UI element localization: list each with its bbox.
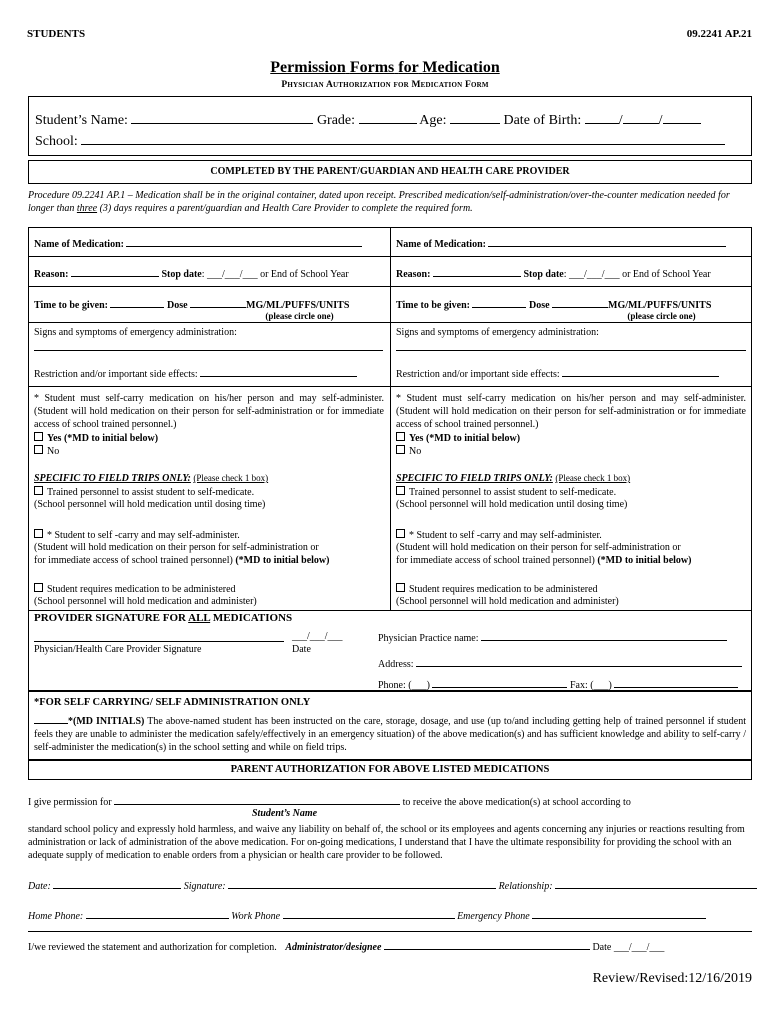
- units-options[interactable]: MG/ML/PUFFS/UNITS: [608, 300, 712, 311]
- signs-label: Signs and symptoms of emergency administration:: [34, 327, 237, 338]
- dose-field[interactable]: [190, 298, 246, 308]
- restriction-row: Restriction and/or important side effects:: [34, 367, 386, 380]
- medication-name-field[interactable]: [126, 237, 362, 247]
- signs-field[interactable]: [34, 340, 383, 351]
- time-field[interactable]: [110, 298, 164, 308]
- self-carry-text: * Student must self-carry medication on his/her person and may self-administer. (Student will hold medication on their person for self-administration or for immediate access of school trained personnel.): [34, 393, 384, 430]
- page-subtitle: Physician Authorization for Medication Form: [281, 80, 489, 90]
- self-carry-heading: *FOR SELF CARRYING/ SELF ADMINISTRATION ONLY: [34, 697, 311, 708]
- grade-label: Grade:: [316, 113, 356, 128]
- permission-line: I give permission for to receive the above medication(s) at school according to: [28, 797, 631, 808]
- school-field[interactable]: [81, 132, 725, 145]
- student-name-field[interactable]: [131, 111, 313, 124]
- home-phone-field[interactable]: [86, 909, 229, 919]
- review-revised-date: Review/Revised:12/16/2019: [592, 971, 752, 986]
- units-options[interactable]: MG/ML/PUFFS/UNITS: [246, 300, 350, 311]
- yes-option[interactable]: Yes (*MD to initial below): [396, 432, 748, 444]
- admin-date-field[interactable]: ___/___/___: [613, 942, 665, 953]
- address-row: Address:: [378, 657, 742, 670]
- no-option[interactable]: No: [34, 445, 386, 457]
- provider-date-label: Date: [292, 644, 311, 655]
- provider-signature-label: Physician/Health Care Provider Signature: [34, 644, 202, 655]
- no-checkbox[interactable]: [396, 445, 405, 454]
- trip-option-self-carry[interactable]: * Student to self -carry and may self-administer.: [34, 529, 386, 541]
- no-checkbox[interactable]: [34, 445, 43, 454]
- self-carry-statement: *(MD INITIALS) The above-named student has been instructed on the care, storage, dosage, and use (up to/and including getting help of trained personnel if student feels they are unable to administer the medication safely/effectively in an emergency situation) of the above medication(s) and has sufficient knowledge and ability to self-carry / self-administer the medication(s) in the school setting and while on field trips.: [34, 716, 746, 753]
- dob-year-field[interactable]: [663, 111, 701, 124]
- page-title: Permission Forms for Medication: [270, 59, 500, 76]
- reason-field[interactable]: [71, 267, 159, 277]
- age-label: Age:: [419, 113, 447, 128]
- dob-label: Date of Birth:: [503, 113, 582, 128]
- trip-option-administered[interactable]: Student requires medication to be administered: [34, 583, 386, 595]
- dob-day-field[interactable]: [623, 111, 659, 124]
- medication-name-field[interactable]: [488, 237, 726, 247]
- trained-personnel-checkbox[interactable]: [34, 486, 43, 495]
- parent-date-field[interactable]: [53, 879, 181, 889]
- reason-field[interactable]: [433, 267, 521, 277]
- provider-signature-field[interactable]: [34, 632, 284, 642]
- trained-personnel-checkbox[interactable]: [396, 486, 405, 495]
- medication-name-row: Name of Medication:: [396, 237, 748, 250]
- practice-name-row: Physician Practice name:: [378, 631, 727, 644]
- administrator-field[interactable]: [384, 940, 590, 950]
- restriction-field[interactable]: [200, 367, 357, 377]
- policy-code: 09.2241 AP.21: [686, 28, 752, 40]
- trip-option-note: (School personnel will hold medication until dosing time): [34, 499, 266, 510]
- phone-fax-row: Phone: (___) Fax: (___): [378, 678, 738, 691]
- parent-authorization-banner: PARENT AUTHORIZATION FOR ABOVE LISTED MEDICATIONS: [28, 760, 752, 780]
- age-field[interactable]: [450, 111, 500, 124]
- field-trips-heading: SPECIFIC TO FIELD TRIPS ONLY: (Please check 1 box): [34, 473, 269, 484]
- fax-field[interactable]: [614, 678, 738, 688]
- yes-checkbox[interactable]: [396, 432, 405, 441]
- completed-by-banner: COMPLETED BY THE PARENT/GUARDIAN AND HEALTH CARE PROVIDER: [28, 160, 752, 184]
- time-dose-row: Time to be given: Dose MG/ML/PUFFS/UNITS: [34, 300, 350, 311]
- divider: [28, 931, 752, 932]
- medication-name-row: Name of Medication:: [34, 237, 386, 250]
- permission-student-name-field[interactable]: [114, 795, 400, 805]
- administered-checkbox[interactable]: [34, 583, 43, 592]
- procedure-note: Procedure 09.2241 AP.1 – Medication shall be in the original container, dated upon receipt. Prescribed medication/self-administration/over-the-counter medication needed for longer than three (3) days requires a parent/guardian and Health Care Provider to complete the required form.: [28, 190, 730, 214]
- circle-note: (please circle one): [627, 311, 696, 321]
- trip-option-self-carry[interactable]: * Student to self -carry and may self-administer.: [396, 529, 748, 541]
- permission-paragraph: standard school policy and expressly hold harmless, and waive any liability on behalf of, the school or its employees and agents concerning any injuries or reactions resulting from administration or lack of administration of the above medication. For on-going medications, I understand that I have the ultimate responsibility for providing the school with an adequate supply of medication to enable orders from a physician or health care provider to be followed.: [28, 824, 745, 861]
- address-field[interactable]: [416, 657, 742, 667]
- dob-month-field[interactable]: [585, 111, 619, 124]
- administered-checkbox[interactable]: [396, 583, 405, 592]
- self-carry-checkbox[interactable]: [34, 529, 43, 538]
- yes-checkbox[interactable]: [34, 432, 43, 441]
- trip-option-trained-personnel[interactable]: Trained personnel to assist student to self-medicate.: [396, 486, 748, 498]
- restriction-field[interactable]: [562, 367, 719, 377]
- provider-signature-section: [28, 611, 752, 691]
- self-carry-checkbox[interactable]: [396, 529, 405, 538]
- provider-date-field[interactable]: ___/___/___: [292, 631, 343, 642]
- date-signature-row: Date: Signature: Relationship:: [28, 879, 757, 892]
- practice-name-field[interactable]: [481, 631, 727, 641]
- work-phone-field[interactable]: [283, 909, 455, 919]
- reason-row: Reason: Stop date: ___/___/___ or End of School Year: [34, 269, 349, 280]
- emergency-phone-field[interactable]: [532, 909, 706, 919]
- self-carry-section: [28, 691, 752, 760]
- md-initials-field[interactable]: [34, 714, 68, 724]
- trip-option-trained-personnel[interactable]: Trained personnel to assist student to self-medicate.: [34, 486, 386, 498]
- trip-option-administered[interactable]: Student requires medication to be administered: [396, 583, 748, 595]
- no-option[interactable]: No: [396, 445, 748, 457]
- time-dose-row: Time to be given: Dose MG/ML/PUFFS/UNITS: [396, 300, 712, 311]
- phone-field[interactable]: [432, 678, 567, 688]
- circle-note: (please circle one): [265, 311, 334, 321]
- students-name-caption: Student’s Name: [252, 808, 318, 819]
- admin-row: I/we reviewed the statement and authorization for completion. Administrator/designee Date ___/___/___: [28, 942, 665, 953]
- signs-field[interactable]: [396, 340, 746, 351]
- section-label: STUDENTS: [27, 28, 86, 40]
- student-info-line: Student’s Name: Grade: Age: Date of Birth: / /: [35, 111, 701, 129]
- medication-column-2: Name of Medication: Reason: Stop date: ___/___/___ or End of School Year Time to be given: Dose MG/ML/PUFFS/UNITS (please circle one) Signs and symptoms of emergency administration: Restriction and/or important side effects: * Student must self-carry medication on his/her person and may self-administer. (Student will hold medication on their person for self-administration or for immediate access of school trained personnel.) Yes (*MD to initial below) No SPECIFIC TO FIELD TRIPS ONLY: (Please check 1 box) Trained personnel to assist student to self-medicate. (School personnel will hold medication until dosing time) * Student to self -carry and may self-administer. (Student will hold medication on their person for self-administration or for immediate access of school trained personnel) (*MD to initial below) Student requires medication to be administered (School personnel will hold medication and administer): [391, 228, 752, 610]
- field-trips-heading: SPECIFIC TO FIELD TRIPS ONLY: (Please check 1 box): [396, 473, 631, 484]
- student-info-box: [28, 96, 752, 156]
- medication-table: [28, 227, 752, 611]
- dose-field[interactable]: [552, 298, 608, 308]
- reason-row: Reason: Stop date: ___/___/___ or End of School Year: [396, 269, 711, 280]
- provider-heading: PROVIDER SIGNATURE FOR ALL MEDICATIONS: [34, 612, 293, 624]
- yes-option[interactable]: Yes (*MD to initial below): [34, 432, 386, 444]
- time-field[interactable]: [472, 298, 526, 308]
- self-carry-text: * Student must self-carry medication on his/her person and may self-administer. (Student will hold medication on their person for self-administration or for immediate access of school trained personnel.): [396, 393, 746, 430]
- relationship-field[interactable]: [555, 879, 757, 889]
- student-name-label: Student’s Name:: [35, 113, 128, 128]
- grade-field[interactable]: [359, 111, 417, 124]
- school-line: [35, 132, 725, 150]
- parent-signature-field[interactable]: [228, 879, 496, 889]
- phones-row: Home Phone: Work Phone Emergency Phone: [28, 909, 706, 922]
- medication-column-1: Name of Medication: Reason: Stop date: ___/___/___ or End of School Year Time to be given: Dose MG/ML/PUFFS/UNITS (please circle one) Signs and symptoms of emergency administration: Restriction and/or important side effects: * Student must self-carry medication on his/her person and may self-administer. (Student will hold medication on their person for self-administration or for immediate access of school trained personnel.) Yes (*MD to initial below) No SPECIFIC TO FIELD TRIPS ONLY: (Please check 1 box) Trained personnel to assist student to self-medicate. (School personnel will hold medication until dosing time) * Student to self -carry and may self-administer. (Student will hold medication on their person for self-administration or for immediate access of school trained personnel) (*MD to initial below) Student requires medication to be administered (School personnel will hold medication and administer): [29, 228, 391, 610]
- school-label: School:: [35, 134, 78, 149]
- signs-label: Signs and symptoms of emergency administration:: [396, 327, 599, 338]
- restriction-row: Restriction and/or important side effects:: [396, 367, 748, 380]
- trip-option-note: (School personnel will hold medication until dosing time): [396, 499, 628, 510]
